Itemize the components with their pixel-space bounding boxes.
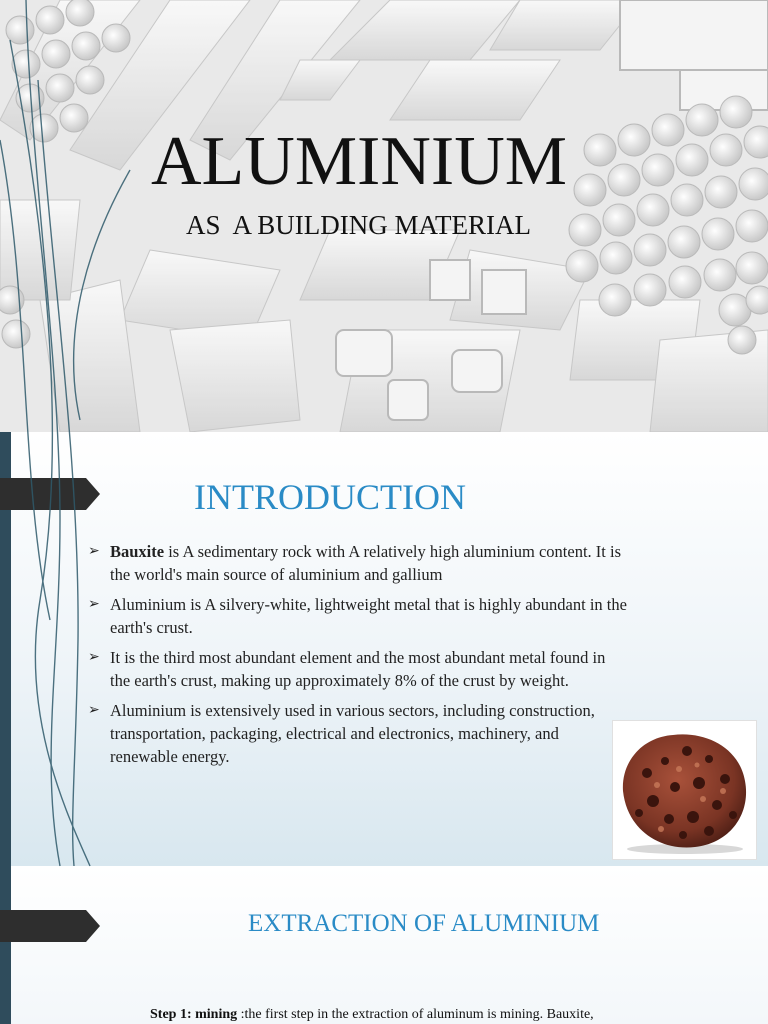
step-1-label: Step 1: mining: [150, 1007, 238, 1022]
list-item: [88, 646, 628, 692]
arrow-bullet-icon: ➢: [88, 703, 100, 718]
list-item: [88, 593, 628, 639]
title-slide: [0, 0, 768, 432]
bullet-text: It is the third most abundant element and the most abundant metal found in the earth's crust, making up approximately 8% of the crust by weight.: [110, 648, 606, 690]
bullet-text: Aluminium is extensively used in various sectors, including construction, transportation, packaging, electrical and electronics, machinery, and renewable energy.: [110, 701, 595, 766]
presentation-subtitle: AS A BUILDING MATERIAL: [186, 210, 532, 240]
arrow-bullet-icon: ➢: [88, 597, 100, 612]
bauxite-rock-image: [612, 720, 757, 860]
extraction-heading: EXTRACTION OF ALUMINIUM: [248, 910, 600, 937]
section-tab-arrow: [0, 910, 100, 942]
list-item: [88, 540, 628, 586]
step-1-text: [150, 1007, 594, 1023]
slide-left-rail: [0, 866, 11, 1024]
list-item: [88, 699, 628, 768]
introduction-bullet-list: [88, 540, 628, 775]
arrow-bullet-icon: ➢: [88, 650, 100, 665]
extraction-slide: [0, 866, 768, 1024]
presentation-title: ALUMINIUM: [150, 123, 568, 200]
bauxite-rock-icon: [613, 721, 756, 859]
step-1-description: :the first step in the extraction of aluminum is mining. Bauxite,: [237, 1007, 594, 1022]
introduction-heading: INTRODUCTION: [194, 477, 466, 517]
section-tab-arrow: [0, 478, 100, 510]
bullet-text: is A sedimentary rock with A relatively high aluminium content. It is the world's main source of aluminium and gallium: [110, 542, 621, 584]
arrow-bullet-icon: ➢: [88, 544, 100, 559]
introduction-slide: [0, 432, 768, 866]
bullet-bold-term: Bauxite: [110, 542, 165, 561]
bullet-text: Aluminium is A silvery-white, lightweight metal that is highly abundant in the earth's crust.: [110, 595, 627, 637]
